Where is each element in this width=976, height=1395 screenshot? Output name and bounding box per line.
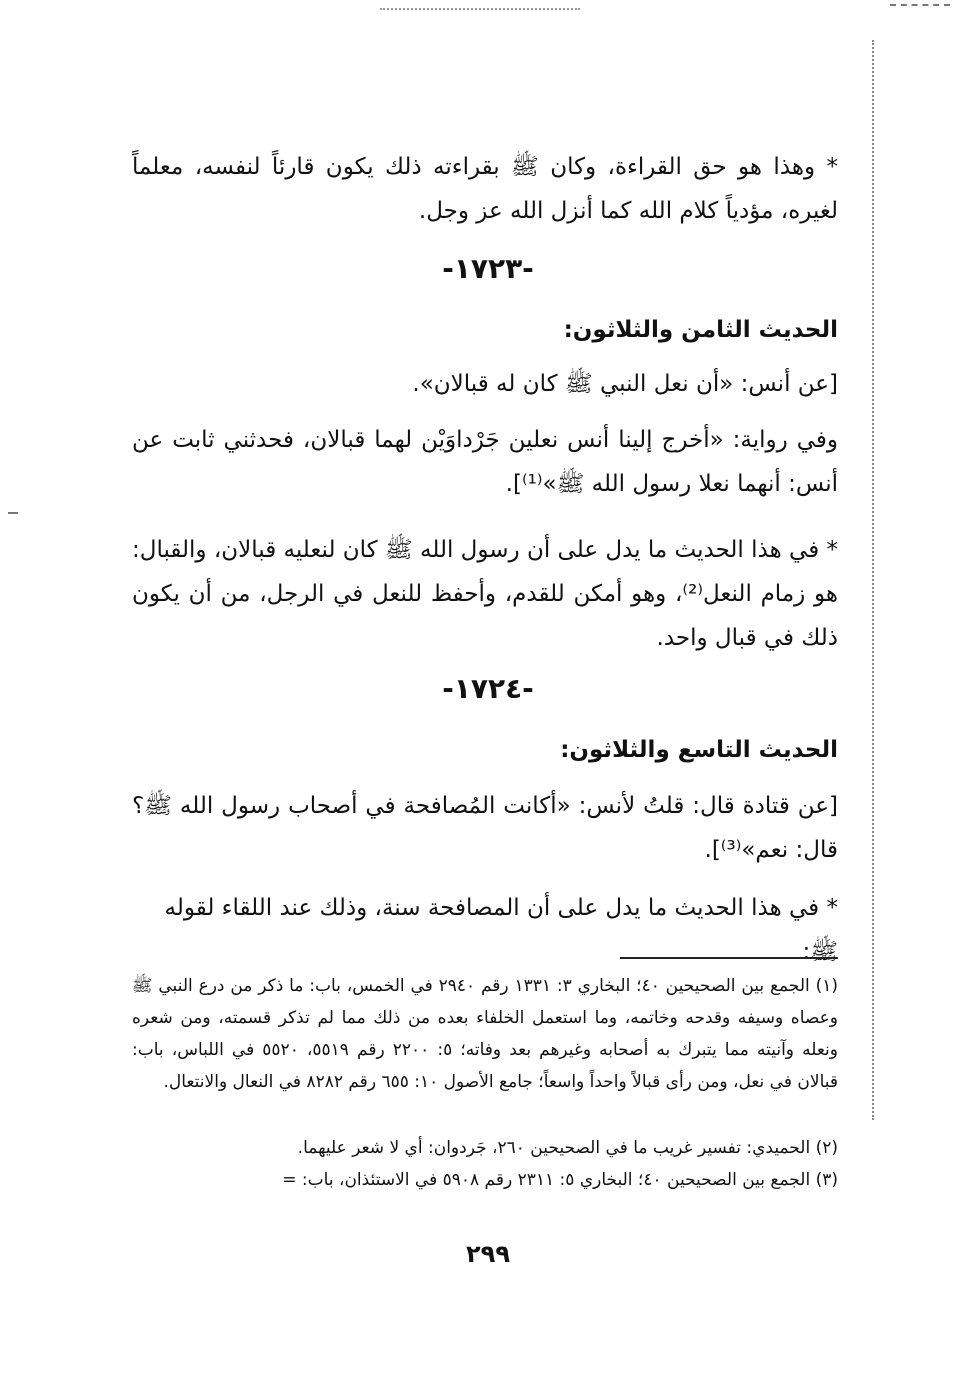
hadith-variant-38: وفي رواية: «أخرج إلينا أنس نعلين جَرْداوَيْن لهما قبالان، فحدثني ثابت عن أنس: أنهما نعلا رسول الله ﷺ»⁽¹⁾]. — [132, 427, 838, 497]
hadith-text-39: [عن قتادة قال: قلتُ لأنس: «أكانت المُصافحة في أصحاب رسول الله ﷺ؟ قال: نعم»⁽³⁾]. — [132, 793, 838, 863]
page-number: ٢٩٩ — [466, 1240, 510, 1268]
footnote-2: (٢) الحميدي: تفسير غريب ما في الصحيحين ٢٦٠، جَردوان: أي لا شعر عليهما. — [297, 1138, 838, 1158]
hadith-heading-38: الحديث الثامن والثلاثون: — [563, 317, 838, 343]
hadith-heading-39: الحديث التاسع والثلاثون: — [560, 737, 838, 763]
scan-left-mark — [8, 512, 18, 514]
scan-margin-dots — [872, 40, 874, 1120]
footnote-separator — [620, 957, 838, 959]
hadith-text-38: [عن أنس: «أن نعل النبي ﷺ كان له قبالان». — [412, 371, 838, 397]
footnote-1: (١) الجمع بين الصحيحين ٤٠؛ البخاري ٣: ١٣٣١ رقم ٢٩٤٠ في الخمس، باب: ما ذكر من درع النبي ﷺ وعصاه وسيفه وقدحه وخاتمه، وما استعمل الخلفاء بعده من ذلك مما لم تذكر قسمته، ومن شعره ونعله وآنيته مما يتبرك به أصحابه وغيرهم بعد وفاته؛ ٥: ٢٢٠٠ رقم ٥٥١٩، ٥٥٢٠ في اللباس، باب: قبالان في نعل، ومن رأى قبالاً واحداً واسعاً؛ جامع الأصول ١٠: ٦٥٥ رقم ٨٢٨٢ في النعال والانتعال. — [132, 976, 838, 1092]
paragraph-commentary-3: * في هذا الحديث ما يدل على أن المصافحة سنة، وذلك عند اللقاء لقوله ﷺ: — [164, 895, 838, 965]
paragraph-commentary-1: * وهذا هو حق القراءة، وكان ﷺ بقراءته ذلك يكون قارئاً لنفسه، معلماً لغيره، مؤدياً كلام الله كما أنزل الله عز وجل. — [132, 154, 838, 224]
footnote-3: (٣) الجمع بين الصحيحين ٤٠؛ البخاري ٥: ٢٣١١ رقم ٥٩٠٨ في الاستئذان، باب: = — [282, 1170, 838, 1190]
scan-top-dots — [380, 8, 580, 10]
paragraph-commentary-2: * في هذا الحديث ما يدل على أن رسول الله ﷺ كان لنعليه قبالان، والقبال: هو زمام النعل⁽²⁾، وهو أمكن للقدم، وأحفظ للنعل في الرجل، من أن يكون ذلك في قبال واحد. — [131, 537, 838, 651]
hadith-number-1723: -١٧٢٣- — [442, 252, 534, 285]
hadith-number-1724: -١٧٢٤- — [442, 672, 534, 705]
scan-corner-mark — [890, 4, 950, 6]
